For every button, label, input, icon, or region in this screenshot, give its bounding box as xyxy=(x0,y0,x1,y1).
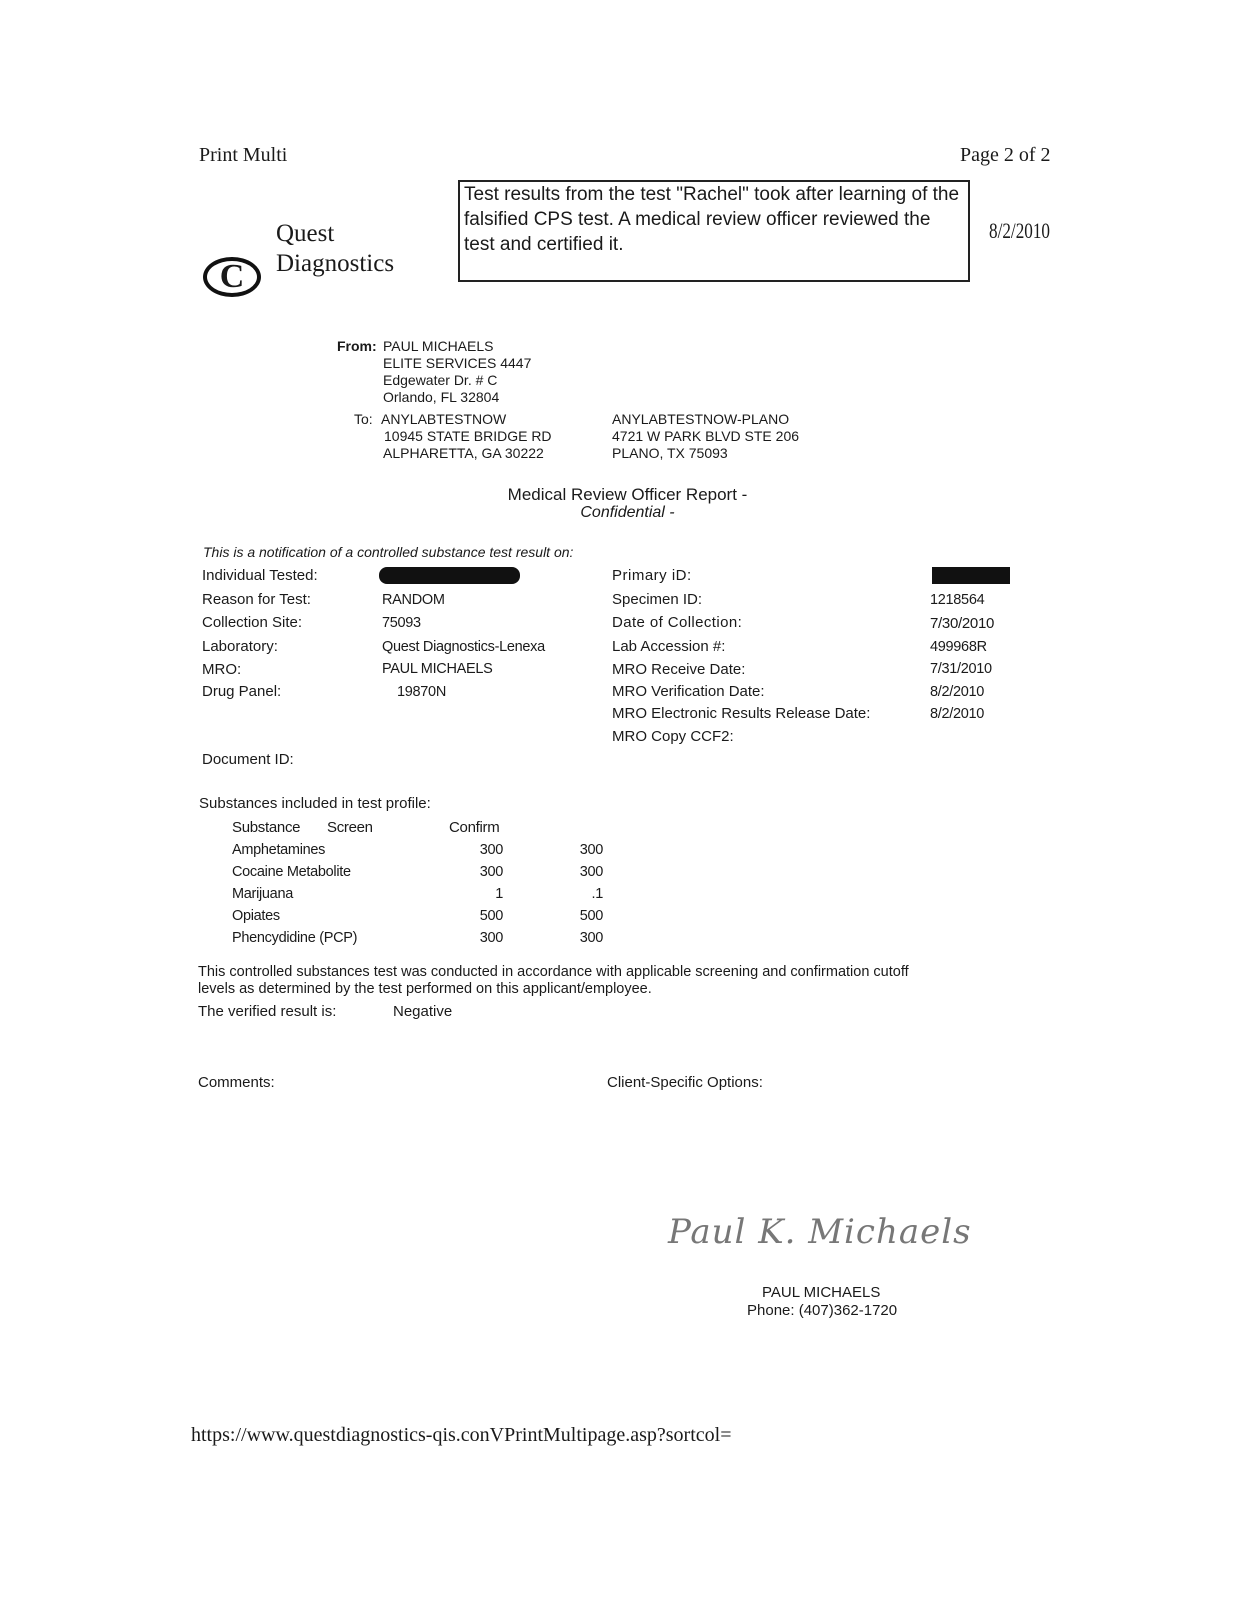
field-label-individual: Individual Tested: xyxy=(202,567,318,584)
field-value-collection-site: 75093 xyxy=(382,615,421,631)
field-label-drug-panel: Drug Panel: xyxy=(202,683,282,700)
notification-text: This is a notification of a controlled substance test result on: xyxy=(203,544,574,560)
substance-screen: 500 xyxy=(479,908,503,924)
logo-copyright-icon: C xyxy=(203,257,261,297)
substances-heading: Substances included in test profile: xyxy=(199,795,431,812)
substance-name: Opiates xyxy=(232,908,280,924)
from-label: From: xyxy=(337,338,377,354)
from-line: Edgewater Dr. # C xyxy=(383,372,498,388)
signer-phone: Phone: (407)362-1720 xyxy=(747,1302,898,1319)
signature: Paul K. Michaels xyxy=(668,1212,972,1252)
substance-screen: 300 xyxy=(479,864,503,880)
field-value-reason: RANDOM xyxy=(382,592,445,608)
field-label-collection-site: Collection Site: xyxy=(202,614,303,631)
to-label: To: xyxy=(354,411,373,427)
client-options-label: Client-Specific Options: xyxy=(607,1074,763,1091)
substance-name: Amphetamines xyxy=(232,842,326,858)
from-line: Orlando, FL 32804 xyxy=(383,389,500,405)
substance-screen: 300 xyxy=(479,930,503,946)
statement-line-2: levels as determined by the test performed on this applicant/employee. xyxy=(198,981,652,997)
substance-confirm: 300 xyxy=(579,842,603,858)
field-label-reason: Reason for Test: xyxy=(202,591,311,608)
field-value-mro: PAUL MICHAELS xyxy=(382,661,493,677)
field-value-mro-release: 8/2/2010 xyxy=(930,706,985,722)
redacted-name xyxy=(379,567,520,584)
header-date: 8/2/2010 xyxy=(989,218,1051,243)
field-label-primary-id: Primary iD: xyxy=(612,567,692,584)
field-label-mro-release: MRO Electronic Results Release Date: xyxy=(612,705,871,722)
substance-screen: 300 xyxy=(479,842,503,858)
signer-name: PAUL MICHAELS xyxy=(762,1284,881,1301)
substance-confirm: .1 xyxy=(591,886,603,902)
field-label-specimen-id: Specimen ID: xyxy=(612,591,703,608)
from-line: PAUL MICHAELS xyxy=(383,338,494,354)
substance-confirm: 300 xyxy=(579,864,603,880)
to-right-line: PLANO, TX 75093 xyxy=(612,445,728,461)
field-value-date-collection: 7/30/2010 xyxy=(930,615,995,632)
to-right-line: 4721 W PARK BLVD STE 206 xyxy=(612,428,800,444)
col-header-confirm: Confirm xyxy=(449,819,500,836)
statement-line-1: This controlled substances test was conducted in accordance with applicable screening and confirmation cutoff xyxy=(198,964,909,980)
verified-result-label: The verified result is: xyxy=(198,1003,337,1020)
substance-name: Cocaine Metabolite xyxy=(232,864,351,880)
to-left-line: 10945 STATE BRIDGE RD xyxy=(384,428,552,444)
redacted-primary-id xyxy=(932,567,1010,584)
field-value-lab-accession: 499968R xyxy=(930,639,987,655)
page-number: Page 2 of 2 xyxy=(960,144,1051,166)
substance-screen: 1 xyxy=(495,886,503,902)
field-value-mro-verification: 8/2/2010 xyxy=(930,684,985,700)
annotation-box: Test results from the test "Rachel" took after learning of the falsified CPS test. A medical review officer reviewed the test and certified it. xyxy=(458,180,970,282)
logo-diagnostics: Diagnostics xyxy=(276,250,395,277)
field-label-mro: MRO: xyxy=(202,661,242,678)
report-title: Medical Review Officer Report - xyxy=(507,485,748,504)
report-subtitle: Confidential - xyxy=(580,504,675,521)
field-value-laboratory: Quest Diagnostics-Lenexa xyxy=(382,639,545,655)
field-label-laboratory: Laboratory: xyxy=(202,638,278,655)
field-value-mro-receive: 7/31/2010 xyxy=(930,661,992,677)
field-label-mro-receive: MRO Receive Date: xyxy=(612,661,746,678)
field-value-drug-panel: 19870N xyxy=(397,684,446,700)
col-header-screen: Screen xyxy=(327,819,373,836)
substance-confirm: 300 xyxy=(579,930,603,946)
to-right-line: ANYLABTESTNOW-PLANO xyxy=(612,411,790,427)
col-header-substance: Substance xyxy=(232,819,301,836)
from-line: ELITE SERVICES 4447 xyxy=(383,355,532,371)
field-label-mro-verification: MRO Verification Date: xyxy=(612,683,765,700)
field-label-lab-accession: Lab Accession #: xyxy=(612,638,726,655)
to-left-line: ALPHARETTA, GA 30222 xyxy=(383,445,544,461)
field-value-specimen-id: 1218564 xyxy=(930,592,985,608)
logo-quest: Quest xyxy=(276,220,335,247)
print-multi-label: Print Multi xyxy=(199,144,288,166)
substance-name: Marijuana xyxy=(232,886,293,902)
substance-confirm: 500 xyxy=(579,908,603,924)
to-left-line: ANYLABTESTNOW xyxy=(381,411,507,427)
verified-result-value: Negative xyxy=(393,1003,453,1020)
field-label-date-collection: Date of Collection: xyxy=(612,614,743,631)
comments-label: Comments: xyxy=(198,1074,275,1091)
footer-url: https://www.questdiagnostics-qis.conVPrintMultipage.asp?sortcol= xyxy=(191,1424,732,1446)
substance-name: Phencydidine (PCP) xyxy=(232,930,358,946)
document-id-label: Document ID: xyxy=(202,751,294,768)
field-label-mro-copy: MRO Copy CCF2: xyxy=(612,728,734,745)
